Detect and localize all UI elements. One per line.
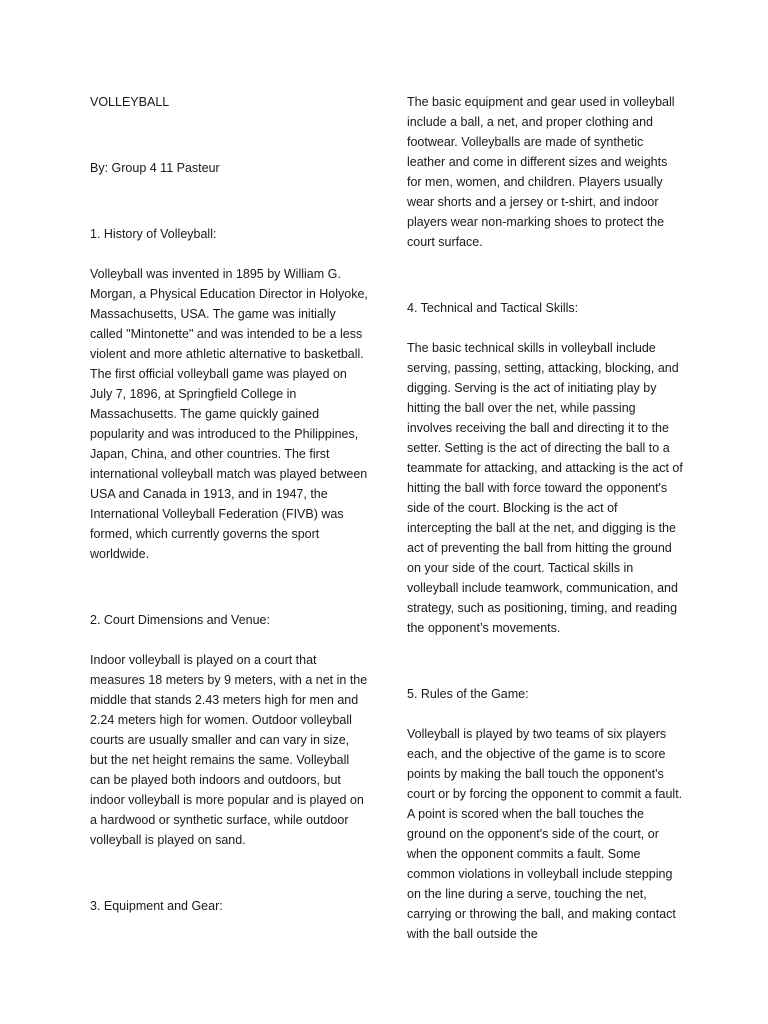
- section-heading-rules: 5. Rules of the Game:: [407, 687, 529, 701]
- section-body-court: Indoor volleyball is played on a court that measures 18 meters by 9 meters, with a net in the middle that stands 2.43 meters high for men and 2.24 meters high for women. Outdoor volleyball courts are usually smaller and can vary in size, but the net height remains the same. Volleyball can be played both indoors and outdoors, but indoor volleyball is more popular and is played on a hardwood or synthetic surface, while outdoor volleyball is played on sand.: [90, 653, 368, 847]
- document-byline: By: Group 4 11 Pasteur: [90, 161, 220, 175]
- section-body-equipment: The basic equipment and gear used in volleyball include a ball, a net, and proper clothing and footwear. Volleyballs are made of synthetic leather and come in different sizes and weights for men, women, and children. Players usually wear shorts and a jersey or t-shirt, and indoor players wear non-marking shoes to protect the court surface.: [407, 95, 675, 249]
- section-heading-court: 2. Court Dimensions and Venue:: [90, 613, 270, 627]
- section-body-history: Volleyball was invented in 1895 by William G. Morgan, a Physical Education Director in Holyoke, Massachusetts, USA. The game was initially called "Mintonette" and was intended to be a less violent and more athletic alternative to basketball. The first official volleyball game was played on July 7, 1896, at Springfield College in Massachusetts. The game quickly gained popularity and was introduced to the Philippines, Japan, China, and other countries. The first international volleyball match was played between USA and Canada in 1913, and in 1947, the International Volleyball Federation (FIVB) was formed, which currently governs the sport worldwide.: [90, 267, 368, 561]
- section-heading-equipment: 3. Equipment and Gear:: [90, 899, 223, 913]
- left-column: [90, 92, 368, 936]
- section-body-skills: The basic technical skills in volleyball include serving, passing, setting, attacking, blocking, and digging. Serving is the act of initiating play by hitting the ball over the net, while passing involves receiving the ball and directing it to the setter. Setting is the act of directing the ball to a teammate for attacking, and attacking is the act of hitting the ball with force toward the opponent's side of the court. Blocking is the act of intercepting the ball at the net, and digging is the act of preventing the ball from hitting the ground on your side of the court. Tactical skills in volleyball include teamwork, communication, and strategy, such as positioning, timing, and reading the opponent’s movements.: [407, 341, 683, 635]
- document-title: VOLLEYBALL: [90, 95, 170, 109]
- section-body-rules: Volleyball is played by two teams of six players each, and the objective of the game is to score points by making the ball touch the opponent's court or by forcing the opponent to commit a fault. A point is scored when the ball touches the ground on the opponent's side of the court, or when the opponent commits a fault. Some common violations in volleyball include stepping on the line during a serve, touching the net, carrying or throwing the ball, and making contact with the ball outside the: [407, 727, 683, 941]
- section-heading-history: 1. History of Volleyball:: [90, 227, 217, 241]
- right-column: [407, 92, 683, 944]
- section-heading-skills: 4. Technical and Tactical Skills:: [407, 301, 579, 315]
